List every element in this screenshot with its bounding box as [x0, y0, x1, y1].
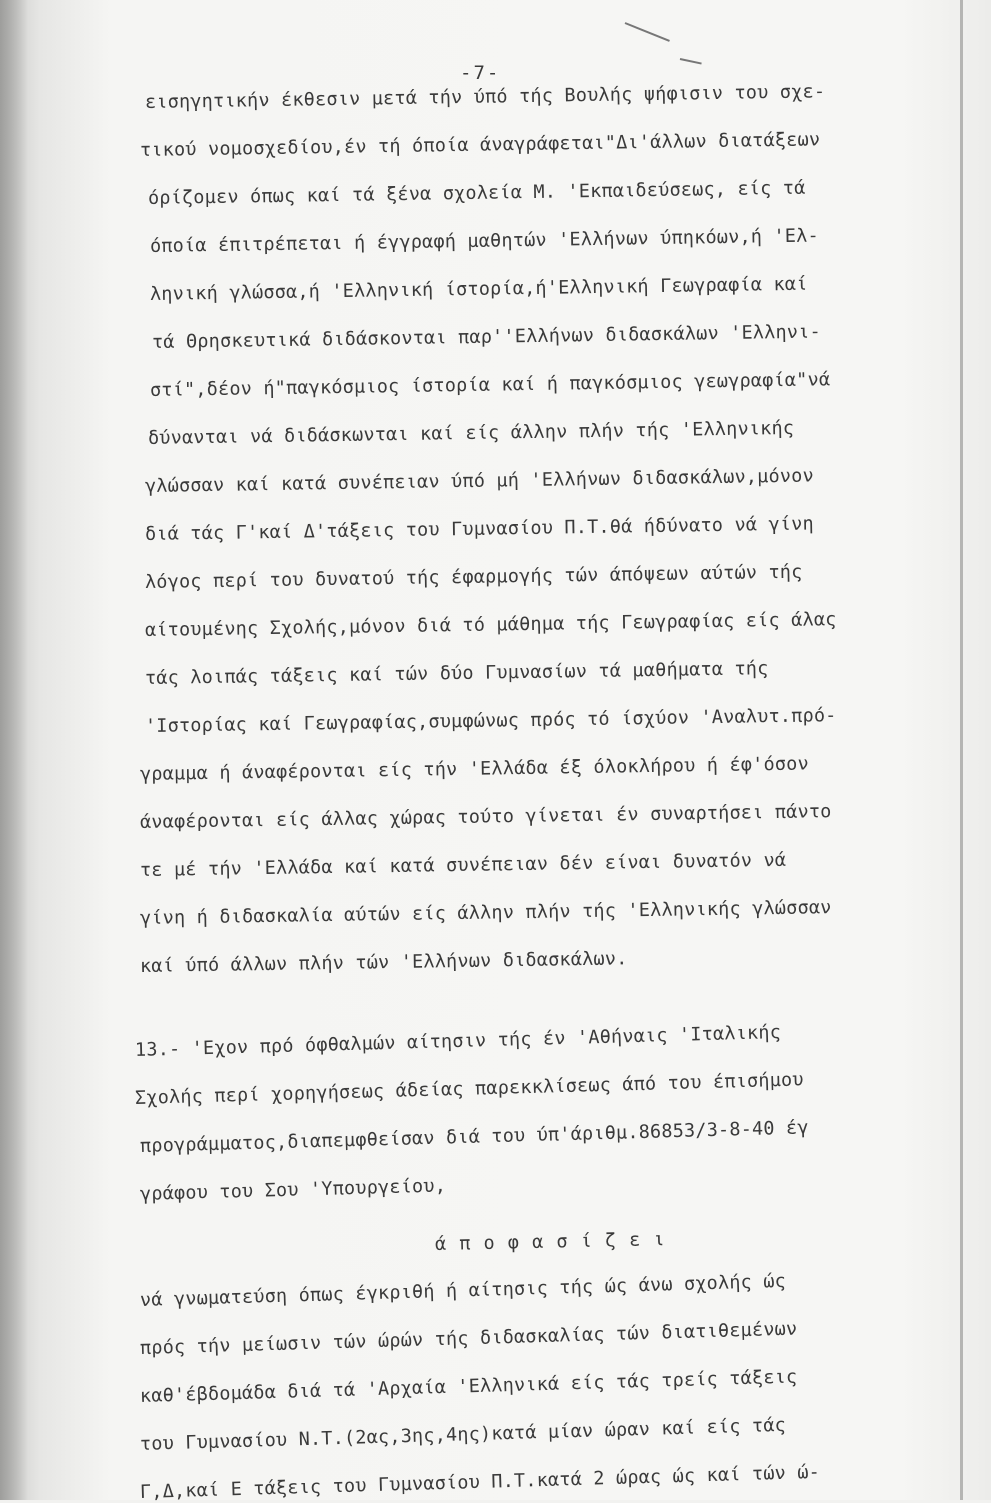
- text-line: όρίζομεν όπως καί τά ξένα σχολεία Μ. 'Εκπαιδεύσεως, είς τά: [147, 177, 806, 209]
- decision-word: ά π ο φ α σ ί ζ ε ι: [434, 1229, 666, 1255]
- text-line: νά γνωματεύση όπως έγκριθή ή αίτησις τής ώς άνω σχολής ώς: [139, 1270, 787, 1311]
- text-line: ληνική γλώσσα,ή 'Ελληνική ίστορία,ή'Ελληνική Γεωγραφία καί: [149, 273, 808, 305]
- text-line: άναφέρονται είς άλλας χώρας τούτο γίνεται έν συναρτήσει πάντο: [139, 801, 832, 833]
- text-line: γίνη ή διδασκαλία αύτών είς άλλην πλήν τής 'Ελληνικής γλώσσαν: [139, 897, 832, 929]
- text-line: καί ύπό άλλων πλήν τών 'Ελλήνων διδασκάλων.: [139, 948, 628, 977]
- text-line: τικού νομοσχεδίου,έν τή όποία άναγράφεται"Δι'άλλων διατάξεων: [139, 129, 821, 161]
- text-line: γλώσσαν καί κατά συνέπειαν ύπό μή 'Ελλήνων διδασκάλων,μόνον: [144, 465, 815, 497]
- text-line: γράφου του Σου 'Υπουργείου,: [139, 1175, 447, 1205]
- pen-mark: [625, 22, 670, 42]
- page-number: -7-: [460, 62, 501, 84]
- page-edge: [960, 0, 963, 1500]
- text-line: του Γυμνασίου Ν.Τ.(2ας,3ης,4ης)κατά μίαν ώραν καί είς τάς: [139, 1414, 787, 1455]
- text-line: τε μέ τήν 'Ελλάδα καί κατά συνέπειαν δέν είναι δυνατόν νά: [139, 849, 787, 881]
- text-line: 13.- 'Εχον πρό όφθαλμών αίτησιν τής έν 'Αθήναις 'Ιταλικής: [134, 1021, 782, 1061]
- text-line: στί",δέον ή"παγκόσμιος ίστορία καί ή παγκόσμιος γεωγραφία"νά: [149, 369, 831, 401]
- text-line: λόγος περί του δυνατού τής έφαρμογής τών άπόψεων αύτών τής: [144, 561, 803, 593]
- text-line: γραμμα ή άναφέρονται είς τήν 'Ελλάδα έξ όλοκλήρου ή έφ'όσον: [139, 753, 810, 785]
- text-line: δύνανται νά διδάσκωνται καί είς άλλην πλήν τής 'Ελληνικής: [147, 417, 795, 449]
- text-line: εισηγητικήν έκθεσιν μετά τήν ύπό τής Βουλής ψήφισιν του σχε-: [144, 81, 826, 113]
- text-line: προγράμματος,διαπεμφθείσαν διά του ύπ'άριθμ.86853/3-8-40 έγ: [139, 1117, 809, 1157]
- text-line: Σχολής περί χορηγήσεως άδείας παρεκκλίσεως άπό του έπισήμου: [134, 1069, 804, 1109]
- text-line: αίτουμένης Σχολής,μόνον διά τό μάθημα τής Γεωγραφίας είς άλας: [144, 609, 837, 641]
- text-line: πρός τήν μείωσιν τών ώρών τής διδασκαλίας τών διατιθεμένων: [139, 1318, 798, 1359]
- pen-mark: [680, 58, 702, 65]
- text-line: καθ'έβδομάδα διά τά 'Αρχαία 'Ελληνικά είς τάς τρείς τάξεις: [139, 1366, 798, 1407]
- scan-shadow: [0, 0, 28, 1500]
- text-line: τά Θρησκευτικά διδάσκονται παρ''Ελλήνων διδασκάλων 'Ελληνι-: [151, 321, 822, 353]
- text-line: τάς λοιπάς τάξεις καί τών δύο Γυμνασίων τά μαθήματα τής: [144, 658, 769, 689]
- text-line: όποία έπιτρέπεται ή έγγραφή μαθητών 'Ελλήνων ύπηκόων,ή 'Ελ-: [149, 225, 820, 257]
- text-line: διά τάς Γ'καί Δ'τάξεις του Γυμνασίου Π.Τ.θά ήδύνατο νά γίνη: [144, 513, 815, 545]
- text-line: Γ,Δ,καί Ε τάξεις του Γυμνασίου Π.Τ.κατά 2 ώρας ώς καί τών ώ-: [139, 1461, 821, 1503]
- text-line: 'Ιστορίας καί Γεωγραφίας,συμφώνως πρός τό ίσχύον 'Αναλυτ.πρό-: [144, 705, 837, 737]
